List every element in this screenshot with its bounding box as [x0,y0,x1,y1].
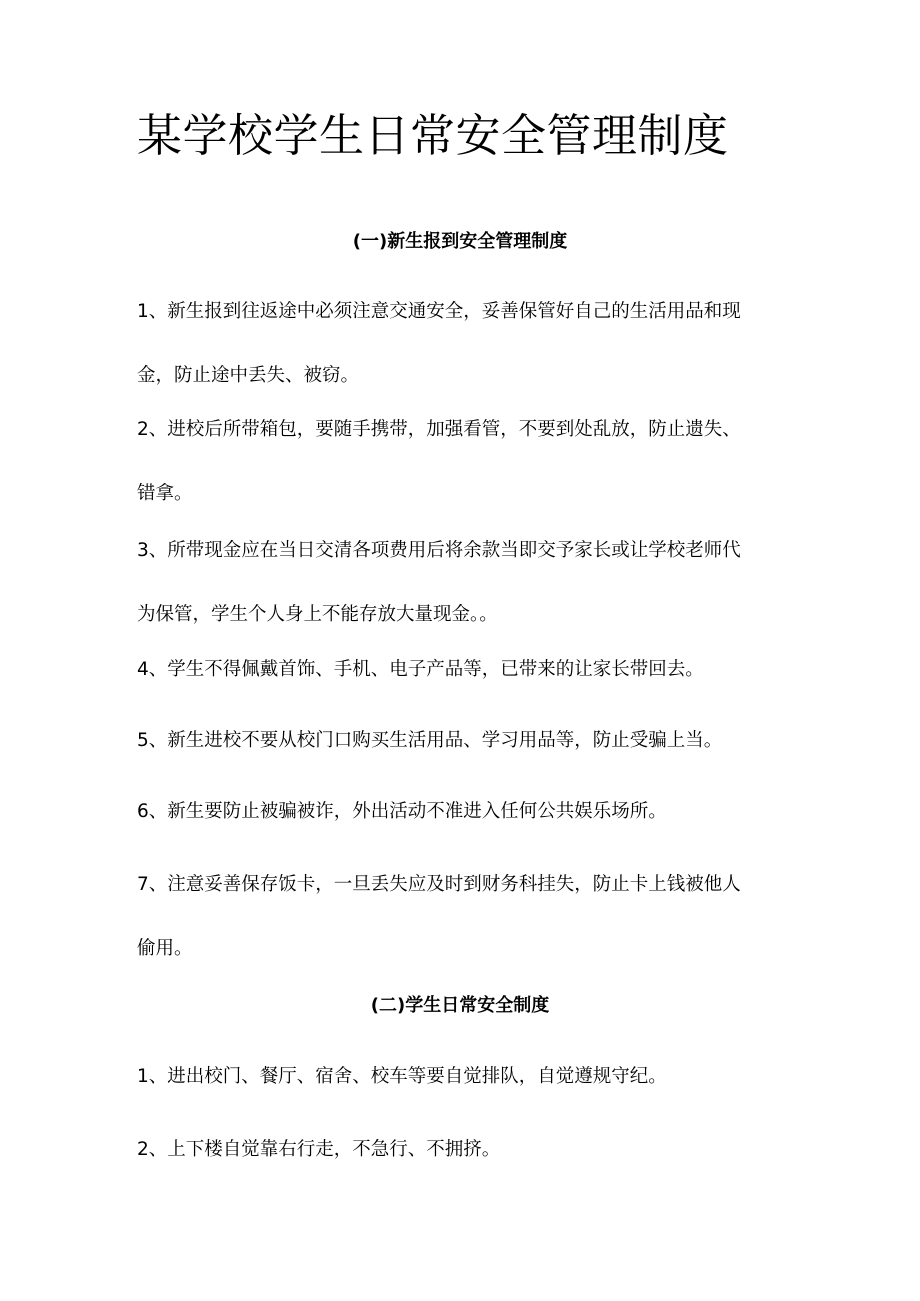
item-line: 5、新生进校不要从校门口购买生活用品、学习用品等，防止受骗上当。 [137,730,723,751]
item-line: 4、学生不得佩戴首饰、手机、电子产品等，已带来的让家长带回去。 [137,659,704,680]
item-line: 7、注意妥善保存饭卡，一旦丢失应及时到财务科挂失，防止卡上钱被他人 [137,874,741,895]
section1-item-7 [137,853,817,981]
section1-item-2 [137,398,817,526]
item-line: 偷用。 [137,938,193,959]
item-line: 1、进出校门、餐厅、宿舍、校车等要自觉排队，自觉遵规守纪。 [137,1066,667,1087]
section2-item-2 [137,1118,817,1182]
document-title: 某学校学生日常安全管理制度 [137,109,729,162]
section1-item-6 [137,780,817,844]
section2-item-1 [137,1045,817,1109]
item-line: 3、所带现金应在当日交清各项费用后将余款当即交予家长或让学校老师代 [137,540,741,561]
item-line: 6、新生要防止被骗被诈，外出活动不准进入任何公共娱乐场所。 [137,801,667,822]
item-line: 2、上下楼自觉靠右行走，不急行、不拥挤。 [137,1139,501,1160]
section-heading-1: (一)新生报到安全管理制度 [352,231,568,252]
item-line: 错拿。 [137,483,193,504]
item-line: 1、新生报到往返途中必须注意交通安全，妥善保管好自己的生活用品和现 [137,301,741,322]
section1-item-3 [137,519,817,647]
section-heading-2: (二)学生日常安全制度 [370,995,550,1016]
section1-item-4 [137,638,817,702]
item-line: 金，防止途中丢失、被窃。 [137,365,360,386]
section1-item-1 [137,280,817,408]
item-line: 2、进校后所带箱包，要随手携带，加强看管，不要到处乱放，防止遗失、 [137,419,741,440]
section1-item-5 [137,709,817,773]
item-line: 为保管，学生个人身上不能存放大量现金。。 [137,604,498,625]
